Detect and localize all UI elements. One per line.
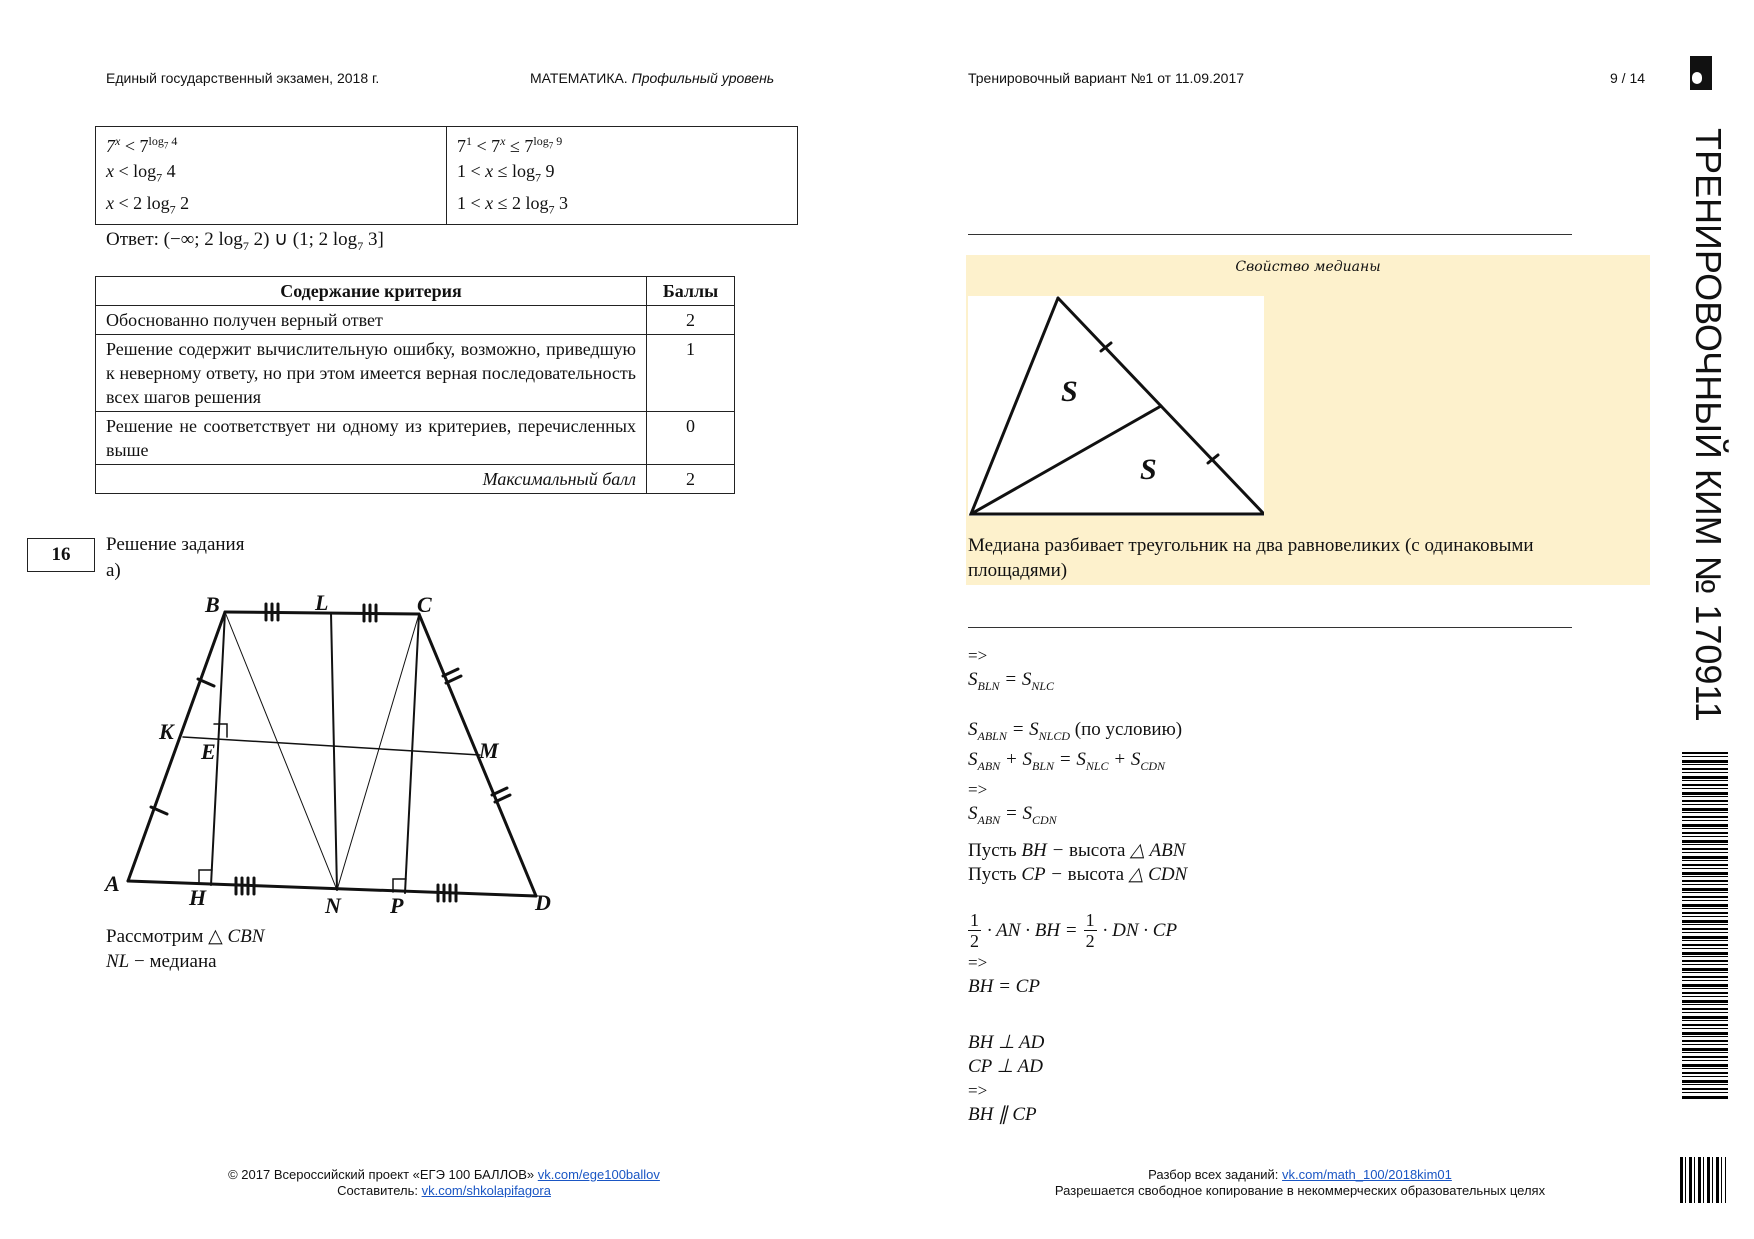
divider-bottom — [968, 627, 1572, 628]
label-n: N — [325, 893, 341, 918]
median-line — [971, 406, 1161, 514]
footer-copyright: © 2017 Всероссийский проект «ЕГЭ 100 БАЛЛОВ» — [228, 1167, 535, 1182]
header-level: Профильный уровень — [631, 70, 775, 86]
right-angle-e — [214, 724, 227, 737]
label-h: H — [189, 885, 207, 910]
footer-analysis-label: Разбор всех заданий: — [1148, 1167, 1279, 1182]
label-c: C — [417, 592, 432, 617]
height-word-1: высота — [1069, 840, 1126, 861]
proof-step-4: 1 2 · AN · BH = $\frac{1}{2}$ · DN · CP => BH = CP — [968, 910, 1178, 997]
footer-license: Разрешается свободное копирование в некоммерческих образовательных целях — [1054, 1183, 1546, 1198]
right-angle-h — [199, 870, 212, 883]
answer-line: Ответ: (−∞; 2 $\log_7 2$) ∪ (1; 2 $\log_7 3$] — [106, 229, 384, 253]
proof-step-3: Пусть BH − высота △ ABN Пусть CP − высота △ CDN — [968, 840, 1188, 885]
tick-cd-upper-2 — [446, 676, 461, 683]
area-label-upper: S — [1061, 375, 1078, 408]
consider-label: Рассмотрим — [106, 926, 204, 947]
proof-step-2: $S_{ABLN} = S_{NLCD}$ (по условию) $S_{ABN} + S_{BLN} = S_{NLC} + S_{CDN}$ => $S_{ABN} = S_{CDN}$ — [968, 719, 1183, 827]
implies-1: => — [968, 646, 988, 665]
implies-3: => — [968, 953, 988, 972]
by-condition: (по условию) — [1074, 719, 1183, 740]
label-d: D — [535, 890, 551, 915]
qr-code — [1680, 1157, 1726, 1203]
implies-2: => — [968, 779, 988, 799]
header-exam: Единый государственный экзамен, 2018 г. — [106, 70, 380, 86]
criteria-text: Решение содержит вычислительную ошибку, возможно, приведшую к неверному ответу, но при этом имеется верная последовательность всех шагов решения — [96, 335, 647, 412]
criteria-score: 2 — [647, 306, 735, 335]
criteria-score: 1 — [647, 335, 735, 412]
task-title: Решение задания — [106, 534, 245, 555]
segment-bn — [225, 612, 337, 890]
header-subject — [530, 70, 774, 86]
ineq-right: $7^1 < 7^x \le 7^{log_7 9}$ $1 < x \le \log_7 9$ 1 < x ≤ 2 $\log_7 3$ — [447, 127, 798, 225]
label-m: M — [479, 738, 499, 763]
median-property-title: Свойство медианы — [1235, 259, 1381, 275]
table-row — [96, 335, 735, 412]
criteria-text: Обоснованно получен верный ответ — [96, 306, 647, 335]
let-1: Пусть — [968, 840, 1017, 861]
header-variant: Тренировочный вариант №1 от 11.09.2017 — [968, 70, 1245, 86]
median-property-box — [966, 255, 1650, 585]
table-row — [96, 306, 735, 335]
midline-km — [183, 737, 480, 755]
proof-step-1: => $S_{BLN} = S_{NLC}$ — [968, 646, 1055, 693]
implies-4: => — [968, 1081, 988, 1100]
criteria-score: 0 — [647, 412, 735, 465]
criteria-header: Содержание критерия — [96, 277, 647, 306]
footer-link-author[interactable]: vk.com/shkolapifagora — [421, 1183, 551, 1198]
task-part: а) — [106, 560, 121, 581]
side-title: ТРЕНИРОВОЧНЫЙ КИМ № 170911 — [1688, 128, 1729, 722]
median-triangle-figure — [968, 296, 1264, 516]
barcode — [1682, 752, 1728, 1100]
label-b: B — [205, 592, 220, 617]
label-a: A — [105, 871, 120, 896]
label-p: P — [390, 893, 404, 918]
label-e: E — [201, 739, 216, 764]
median-word: медиана — [149, 951, 217, 972]
logo-mark — [1690, 56, 1712, 90]
height-cp — [405, 614, 419, 893]
footer-left — [204, 1167, 684, 1199]
proof-step-5: BH ⊥ AD CP ⊥ AD => BH ∥ CP — [968, 1032, 1045, 1125]
max-score-label: Максимальный балл — [96, 465, 647, 494]
max-score: 2 — [647, 465, 735, 494]
criteria-table — [95, 276, 735, 494]
consider-block: Рассмотрим △ CBN NL − медиана — [106, 926, 265, 972]
inequality-table — [95, 126, 798, 225]
label-k: K — [159, 719, 174, 744]
footer-right — [1010, 1167, 1590, 1199]
height-word-2: высота — [1067, 864, 1125, 885]
ineq-left: $7^x < 7^{log_7 4}$ $x < \log_7 4$ x < 2 $\log_7 2$ — [96, 127, 447, 225]
table-row — [96, 412, 735, 465]
footer-link-analysis[interactable]: vk.com/math_100/2018kim01 — [1282, 1167, 1452, 1182]
side-title-wrap — [1688, 128, 1728, 728]
footer-link-project[interactable]: vk.com/ege100ballov — [537, 1167, 660, 1182]
divider-top — [968, 234, 1572, 235]
area-label-lower: S — [1140, 453, 1157, 486]
score-header: Баллы — [647, 277, 735, 306]
segment-ln — [331, 613, 337, 890]
tick-cd-lower-2 — [495, 795, 510, 802]
table-row — [96, 465, 735, 494]
footer-author-label: Составитель: — [337, 1183, 418, 1198]
median-figure-bg — [968, 296, 1264, 516]
tick-cd-upper-1 — [443, 669, 458, 676]
header-subject-name: МАТЕМАТИКА. — [530, 70, 628, 86]
median-caption: Медиана разбивает треугольник на два равновеликих (с одинаковыми площадями) — [968, 535, 1534, 581]
answer-label: Ответ: — [106, 229, 159, 250]
task-number: 16 — [27, 538, 95, 572]
label-l: L — [315, 590, 329, 615]
page-number: 9 / 14 — [1610, 70, 1646, 86]
let-2: Пусть — [968, 864, 1017, 885]
criteria-text: Решение не соответствует ни одному из критериев, перечисленных выше — [96, 412, 647, 465]
triangle-outline — [971, 298, 1264, 514]
trapezoid-figure — [95, 585, 575, 925]
